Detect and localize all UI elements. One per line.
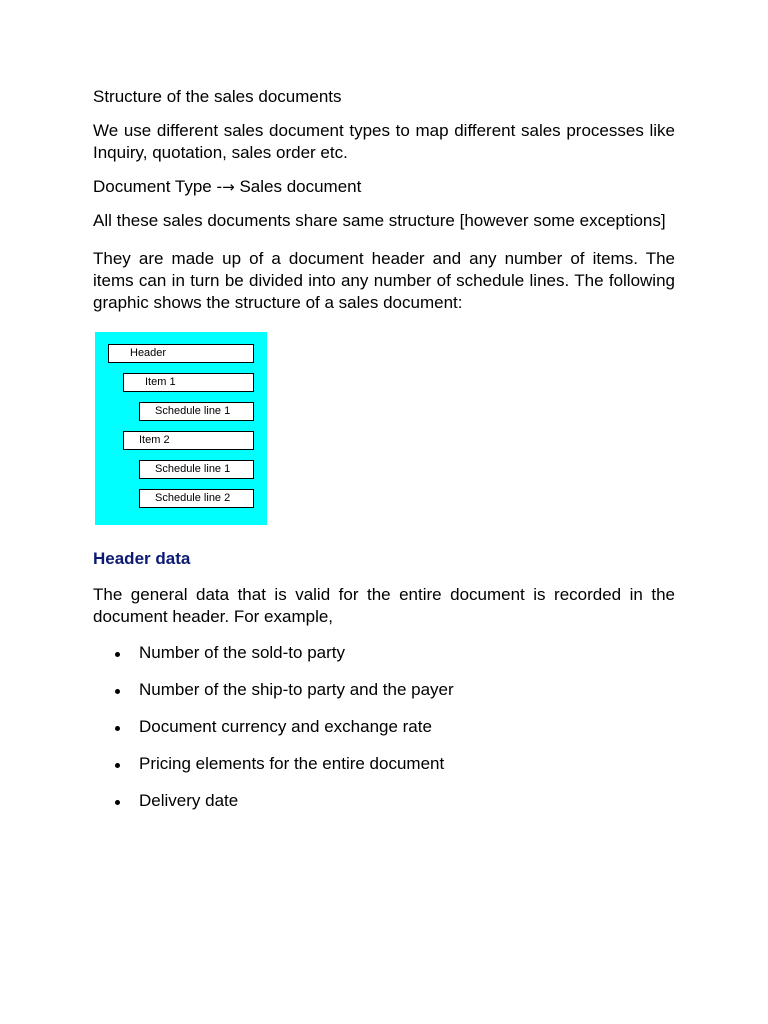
made-up-paragraph: They are made up of a document header and any number of items. The items can in turn be divided into any number of schedule lines. The following graphic shows the structure of a sales document: xyxy=(93,249,675,312)
bullet-icon xyxy=(115,689,120,694)
document-title: Structure of the sales documents xyxy=(93,87,342,106)
bullet-icon xyxy=(115,800,120,805)
bullet-icon xyxy=(115,763,120,768)
arrow-right-icon: → xyxy=(222,178,235,196)
document-page xyxy=(93,86,675,827)
header-data-description: The general data that is valid for the entire document is recorded in the document header. For example, xyxy=(93,585,675,626)
diagram-schedule-line-box: Schedule line 1 xyxy=(139,402,254,421)
doc-type-suffix: Sales document xyxy=(234,177,362,196)
intro-paragraph: We use different sales document types to map different sales processes like Inquiry, quotation, sales order etc. xyxy=(93,121,675,162)
sales-document-structure-diagram xyxy=(95,332,267,525)
share-structure-paragraph: All these sales documents share same structure [however some exceptions] xyxy=(93,211,666,230)
header-data-list xyxy=(93,642,675,812)
diagram-header-box: Header xyxy=(108,344,254,363)
diagram-item-2-box: Item 2 xyxy=(123,431,254,450)
doc-type-prefix: Document Type - xyxy=(93,177,223,196)
list-item-text: Document currency and exchange rate xyxy=(139,717,432,736)
diagram-schedule-line-box: Schedule line 1 xyxy=(139,460,254,479)
list-item xyxy=(93,790,675,812)
list-item-text: Number of the sold-to party xyxy=(139,643,345,662)
list-item-text: Number of the ship-to party and the payer xyxy=(139,680,454,699)
list-item xyxy=(93,716,675,738)
list-item xyxy=(93,679,675,701)
list-item xyxy=(93,642,675,664)
diagram-item-1-box: Item 1 xyxy=(123,373,254,392)
bullet-icon xyxy=(115,726,120,731)
list-item-text: Pricing elements for the entire document xyxy=(139,754,445,773)
diagram-schedule-line-box: Schedule line 2 xyxy=(139,489,254,508)
doc-type-line xyxy=(93,176,675,198)
bullet-icon xyxy=(115,652,120,657)
list-item xyxy=(93,753,675,775)
list-item-text: Delivery date xyxy=(139,791,239,810)
header-data-heading: Header data xyxy=(93,549,191,568)
